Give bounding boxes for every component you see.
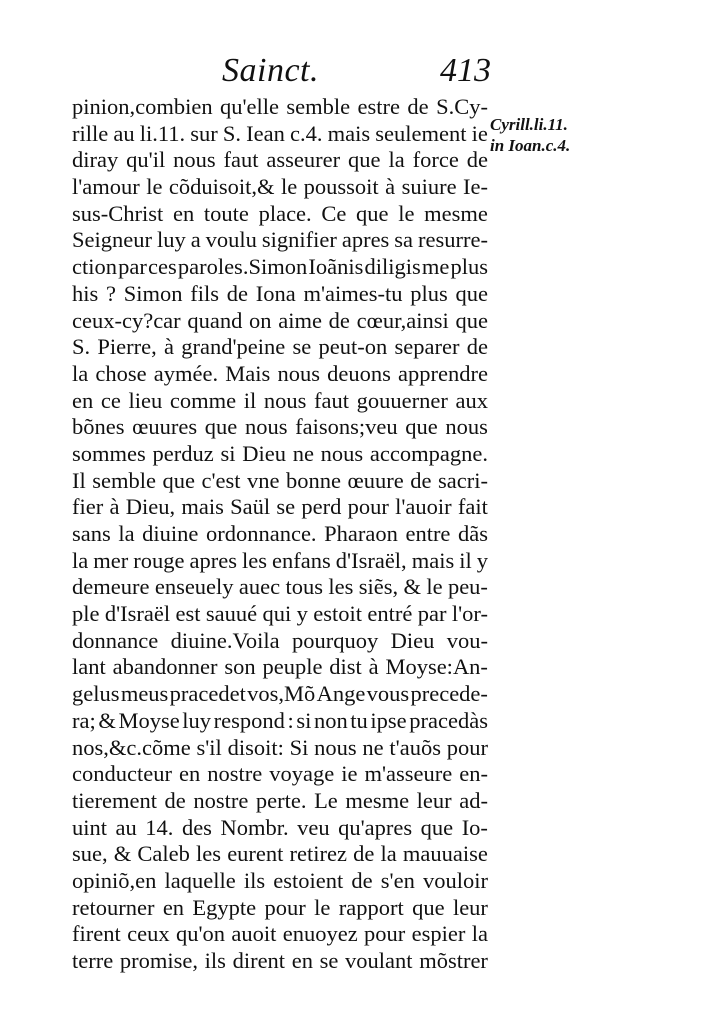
text-line: gelus meus pracedet vos,Mõ Ange vous precede-	[72, 681, 488, 707]
text-line: pinion,combien qu'elle semble estre de S.Cy-	[72, 94, 488, 119]
text-line: his ? Simon fils de Iona m'aimes-tu plus que	[72, 280, 488, 306]
text-line: opiniõ,en laquelle ils estoient de s'en vouloir	[72, 867, 488, 893]
text-line: S. Pierre, à grand'peine se peut-on separer de	[72, 334, 488, 360]
text-line: firent ceux qu'on auoit enuoyez pour espier la	[72, 921, 488, 947]
text-line: uint au 14. des Nombr. veu qu'apres que Io-	[72, 814, 488, 840]
text-line: ple d'Israël est sauué qui y estoit entré par l'or-	[72, 601, 488, 627]
text-line: nos,&c.cõme s'il disoit: Si nous ne t'auõs pour	[72, 734, 488, 760]
text-line: ra; & Moyse luy respond : si non tu ipse pracedàs	[72, 707, 488, 733]
text-line: bõnes œuures que nous faisons;veu que nous	[72, 414, 488, 440]
page-header	[222, 52, 512, 92]
text-line: retourner en Egypte pour le rapport que leur	[72, 894, 488, 920]
text-line: terre promise, ils dirent en se voulant mõstrer	[72, 948, 488, 973]
margin-note-line-1: Cyrill.li.11.	[490, 115, 568, 134]
text-line: tierement de nostre perte. Le mesme leur ad-	[72, 787, 488, 813]
text-line: l'amour le cõduisoit,& le poussoit à suiure Ie-	[72, 174, 488, 200]
text-line: lant abandonner son peuple dist à Moyse:An-	[72, 654, 488, 680]
text-line: ceux-cy?car quand on aime de cœur,ainsi que	[72, 307, 488, 333]
text-line: en ce lieu comme il nous faut gouuerner aux	[72, 387, 488, 413]
text-line: demeure enseuely auec tous les siẽs, & le peu-	[72, 574, 488, 600]
text-line: donnance diuine.Voila pourquoy Dieu vou-	[72, 627, 488, 653]
text-line: la chose aymée. Mais nous deuons apprendre	[72, 360, 488, 386]
running-head: Sainct.	[222, 52, 319, 89]
text-line: Il semble que c'est vne bonne œuure de sacri-	[72, 467, 488, 493]
text-line: rille au li.11. sur S. Iean c.4. mais seulement ie	[72, 120, 488, 146]
text-line: sommes perduz si Dieu ne nous accompagne.	[72, 440, 488, 466]
page-number: 413	[440, 52, 491, 89]
text-line: diray qu'il nous faut asseurer que la force de	[72, 147, 488, 173]
text-line: Seigneur luy a voulu signifier apres sa resurre-	[72, 227, 488, 253]
text-line: sue, & Caleb les eurent retirez de la mauuaise	[72, 841, 488, 867]
text-line: fier à Dieu, mais Saül se perd pour l'auoir fait	[72, 494, 488, 520]
text-line: la mer rouge apres les enfans d'Israël, mais il y	[72, 547, 488, 573]
text-line: sans la diuine ordonnance. Pharaon entre dãs	[72, 521, 488, 546]
text-line: sus-Christ en toute place. Ce que le mesme	[72, 200, 488, 226]
text-line: ction par ces paroles.Simon Ioãnis diligis me plus	[72, 254, 488, 280]
text-line: conducteur en nostre voyage ie m'asseure en-	[72, 761, 488, 787]
body-text	[72, 94, 488, 975]
margin-note	[490, 114, 600, 156]
margin-note-line-2: in Ioan.c.4.	[490, 136, 571, 155]
